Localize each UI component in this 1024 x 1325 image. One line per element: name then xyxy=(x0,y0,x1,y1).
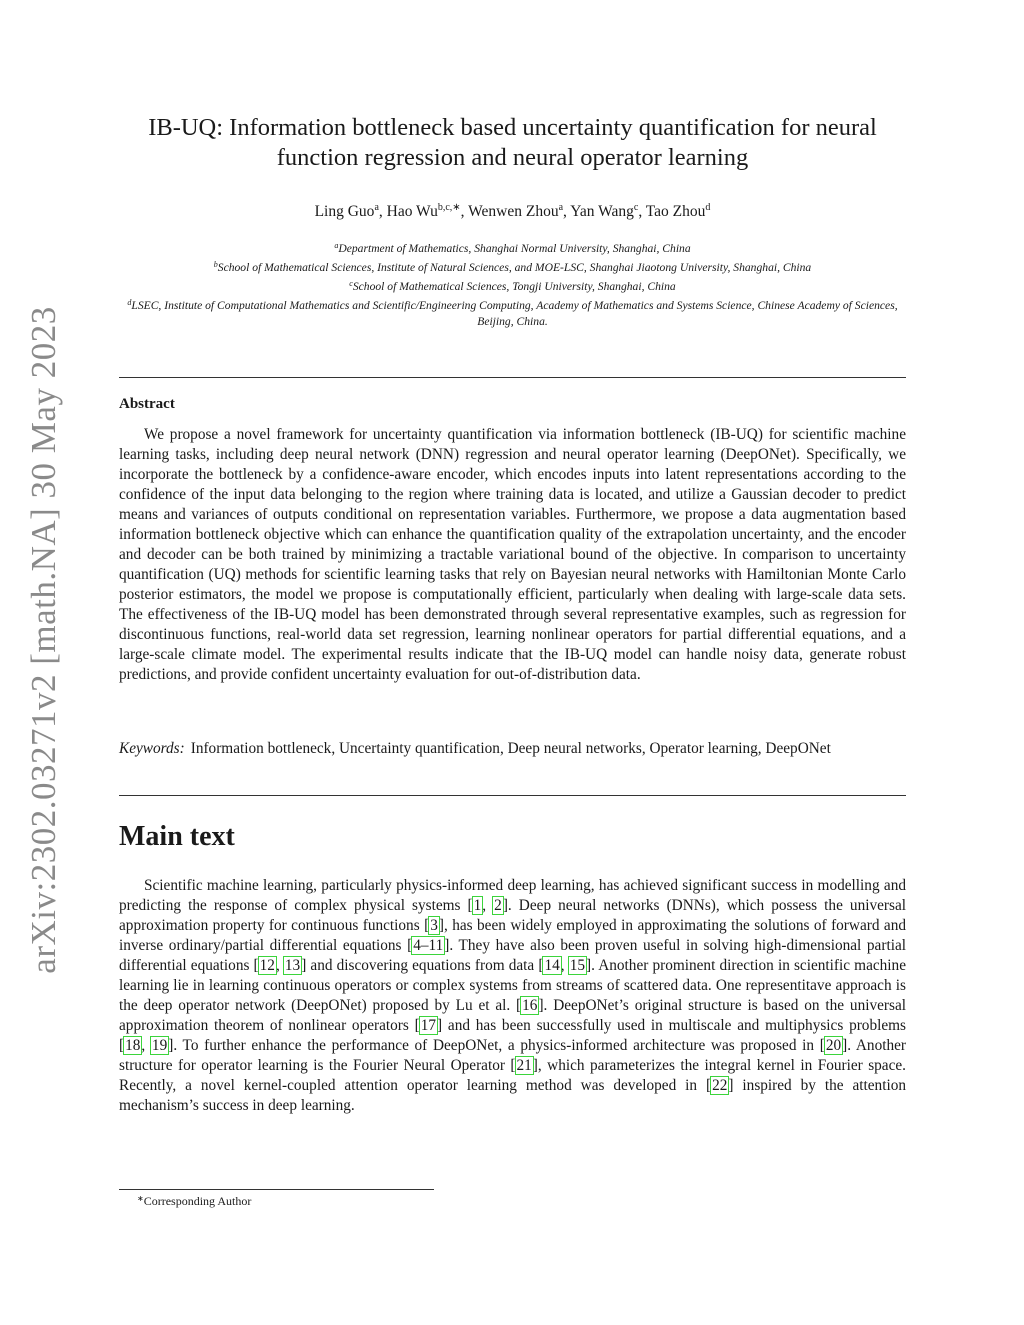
footnote xyxy=(137,1194,251,1209)
author: Wenwen Zhou$^a$, xyxy=(468,202,571,220)
affiliation: $^b$School of Mathematical Sciences, Institute of Natural Sciences, and MOE-LSC, Shanghai Jiaotong University, Shanghai, China xyxy=(213,260,812,274)
main-text-run: ] inspired by the attention mechanism’s success in deep learning. xyxy=(119,1077,907,1114)
citation-link[interactable]: 1 xyxy=(473,897,482,914)
affiliation: $^d$LSEC, Institute of Computational Mathematics and Scientific/Engineering Computing, Academy of Mathematics and Systems Science, Chinese Academy of Sciences, Beijing, China. xyxy=(127,298,898,328)
author: Yan Wang$^c$, xyxy=(570,202,646,220)
author: Hao $Wu^{b,c,∗}$, xyxy=(386,202,469,220)
title-line-2: function regression and neural operator learning xyxy=(276,144,749,171)
citation-link[interactable]: 22 xyxy=(712,1077,728,1094)
main-text-run: , xyxy=(141,1037,151,1054)
citation-link[interactable]: 12 xyxy=(259,957,275,974)
keywords-label: Keywords: xyxy=(119,740,185,757)
citation-link[interactable]: 4–11 xyxy=(413,937,444,954)
main-text-run: ]. Another structure for operator learning is the Fourier Neural Operator [ xyxy=(119,1037,907,1074)
citation-link[interactable]: 17 xyxy=(420,1017,437,1034)
main-text-run: ] and has been successfully used in multiscale and multiphysics problems [ xyxy=(119,1017,906,1054)
section-heading-main-text: Main text xyxy=(119,821,235,852)
citation-link[interactable]: 3 xyxy=(430,917,438,934)
abstract-body: We propose a novel framework for uncertainty quantification via information bottleneck (IB-UQ) for scientific machine learning tasks, including deep neural network (DNN) regression and neural operator learning (DeepONet). Specifically, we incorporate the bottleneck by a confidence-aware encoder, which encodes inputs into latent representations according to the confidence of the input data belonging to the region where training data is located, and utilize a Gaussian decoder to predict means and variances of outputs conditional on representation variables. Furthermore, we propose a data augmentation based information bottleneck objective which can enhance the quantification quality of the extrapolation uncertainty, and the encoder and decoder can be both trained by minimizing a tractable variational bound of the objective. In comparison to uncertainty quantification (UQ) methods for scientific learning tasks that rely on Bayesian neural networks with Hamiltonian Monte Carlo posterior estimators, the model we propose is computationally efficient, particularly when dealing with large-scale data sets. The effectiveness of the IB-UQ model has been demonstrated through several representative examples, such as regression for discontinuous functions, real-world data set regression, learning nonlinear operators for partial differential equations, and a large-scale climate model. The experimental results indicate that the IB-UQ model can handle noisy data, generate robust predictions, and provide confident uncertainty evaluation for out-of-distribution data. xyxy=(119,426,906,683)
main-text-run: , xyxy=(560,957,569,974)
main-text-paragraph xyxy=(119,876,906,1116)
affiliation: $^a$Department of Mathematics, Shanghai Normal University, Shanghai, China xyxy=(334,241,691,255)
affiliation-list xyxy=(109,238,916,330)
main-text-run: Scientific machine learning, particularly physics-informed deep learning, has achieved significant success in modelling and predicting the response of complex physical systems [ xyxy=(119,877,906,914)
affiliation: $^c$School of Mathematical Sciences, Tongji University, Shanghai, China xyxy=(349,279,676,293)
footnote-rule xyxy=(119,1189,434,1190)
main-text-run: ], which parameterizes the integral kernel in Fourier space. Recently, a novel kernel-coupled attention operator learning method was developed in [ xyxy=(119,1057,906,1094)
main-text-run: , xyxy=(482,897,494,914)
footnote-mark: ∗ xyxy=(137,1194,144,1203)
author: Ling Guo$^a$, xyxy=(314,202,387,220)
citation-link[interactable]: 13 xyxy=(284,957,301,974)
abstract-top-rule xyxy=(119,377,906,378)
author-list xyxy=(119,202,906,221)
title-line-1: IB-UQ: Information bottleneck based uncertainty quantification for neural xyxy=(148,114,877,141)
abstract-bottom-rule xyxy=(119,795,906,796)
main-text-run: ]. To further enhance the performance of DeepONet, a physics-informed architecture was proposed in [ xyxy=(168,1037,825,1054)
main-text-run: ]. DeepONet’s original structure is based on the universal approximation theorem of nonlinear operators [ xyxy=(119,997,906,1034)
author: Tao Zhou$^d$ xyxy=(645,202,711,220)
main-text-run: ] and discovering equations from data [ xyxy=(301,957,544,974)
abstract-heading: Abstract xyxy=(119,396,175,412)
citation-link[interactable]: 20 xyxy=(825,1037,842,1054)
citation-link[interactable]: 16 xyxy=(522,997,538,1014)
citation-link[interactable]: 19 xyxy=(151,1037,168,1054)
citation-link[interactable]: 14 xyxy=(544,957,560,974)
main-text-run: , xyxy=(275,957,284,974)
main-text-run: ]. Deep neural networks (DNNs), which possess the universal approximation property for continuous functions [ xyxy=(119,897,906,934)
paper-title xyxy=(119,113,906,173)
citation-link[interactable]: 18 xyxy=(125,1037,141,1054)
keywords-text: Information bottleneck, Uncertainty quantification, Deep neural networks, Operator learning, DeepONet xyxy=(190,740,831,757)
footnote-text: Corresponding Author xyxy=(143,1194,252,1208)
citation-link[interactable]: 2 xyxy=(494,897,502,914)
main-text-run: ]. Another prominent direction in scientific machine learning lie in learning continuous operators or complex systems from streams of scattered data. One representitave approach is the deep operator network (DeepONet) proposed by Lu et al. [ xyxy=(119,957,906,1014)
citation-link[interactable]: 21 xyxy=(516,1057,532,1074)
keywords xyxy=(119,739,906,759)
arxiv-identifier-stamp: arXiv:2302.03271v2 [math.NA] 30 May 2023 xyxy=(24,306,63,974)
citation-link[interactable]: 15 xyxy=(569,957,585,974)
main-text-run: ]. They have also been proven useful in solving high-dimensional partial differential equations [ xyxy=(119,937,906,974)
main-text-run: ], has been widely employed in approximating the solutions of forward and inverse ordinary/partial differential equations [ xyxy=(119,917,907,954)
